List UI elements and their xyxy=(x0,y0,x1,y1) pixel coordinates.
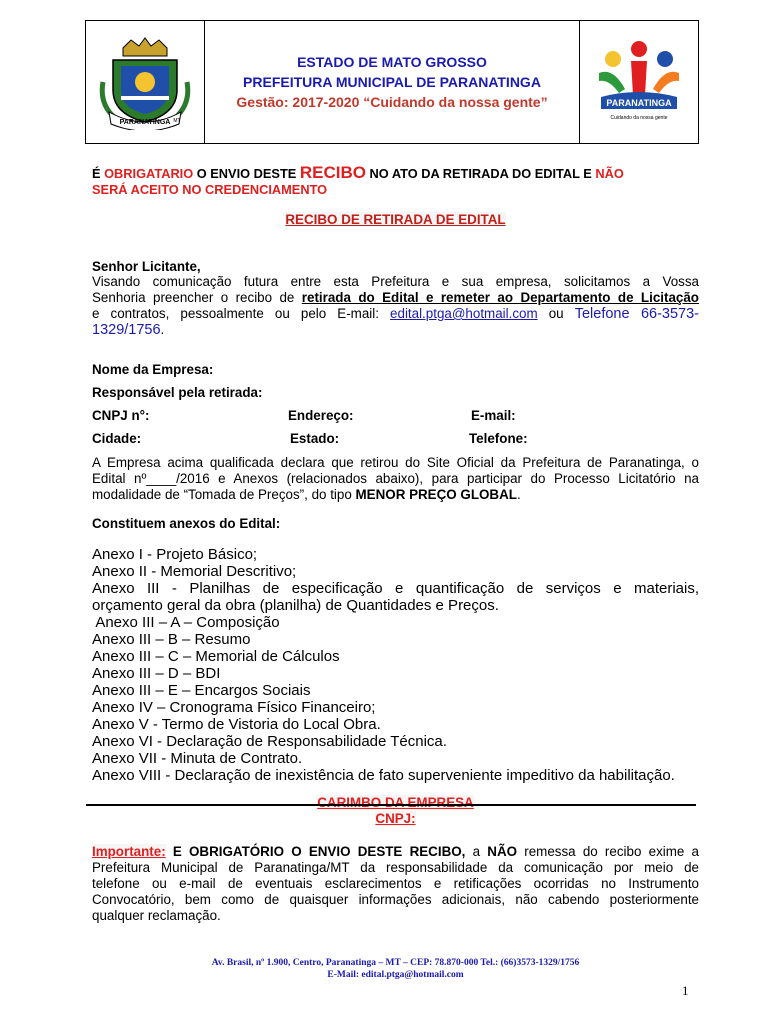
annex-item: Anexo III – B – Resumo xyxy=(92,631,251,648)
state-label: Estado: xyxy=(290,431,340,446)
salutation: Senhor Licitante, xyxy=(92,259,201,274)
annex-item: Anexo VII - Minuta de Contrato. xyxy=(92,750,303,767)
price-type: MENOR PREÇO GLOBAL xyxy=(355,487,517,502)
important-line2: Prefeitura Municipal de Paranatinga/MT da responsabilidade da comunicação por meio de xyxy=(92,860,699,875)
important-line4: Convocatório, bem como de quaisquer informações adicionais, não cabendo posteriormente xyxy=(92,892,699,907)
para1-line1: Visando comunicação futura entre esta Prefeitura e sua empresa, solicitamos a Vossa xyxy=(92,274,699,289)
stamp-cnpj-label xyxy=(92,811,699,826)
annex-heading: Constituem anexos do Edital: xyxy=(92,516,281,531)
letterhead-title xyxy=(205,21,580,143)
logo-text: PARANATINGA xyxy=(606,98,672,108)
para1-emphasis: retirada do Edital e remeter ao Departamento de Licitação xyxy=(301,290,699,305)
notice-nao: NÃO xyxy=(595,166,624,181)
para2-text: . xyxy=(516,487,521,502)
notice-part: NO ATO DA RETIRADA DO EDITAL E xyxy=(366,166,596,181)
para2-line1: A Empresa acima qualificada declara que retirou do Site Oficial da Prefeitura de Paranatinga, o xyxy=(92,455,699,470)
important-line3: telefone ou e-mail de eventuais esclarecimentos e retificações ocorridas no Instrumento xyxy=(92,876,699,891)
para1-text: Senhoria preencher o recibo de xyxy=(92,290,302,305)
phone-label: Telefone: xyxy=(469,431,528,446)
annex-item: Anexo VIII - Declaração de inexistência de fato superveniente impeditivo da habilitação. xyxy=(92,767,675,784)
phone-text: Telefone 66-3573- xyxy=(574,306,699,322)
address-label: Endereço: xyxy=(288,408,354,423)
cnpj-label: CNPJ n°: xyxy=(92,408,150,423)
document-title: RECIBO DE RETIRADA DE EDITAL xyxy=(285,212,506,227)
annex-item: Anexo I - Projeto Básico; xyxy=(92,546,258,563)
city-label: Cidade: xyxy=(92,431,142,446)
prefecture-name: PREFEITURA MUNICIPAL DE PARANATINGA xyxy=(243,74,541,90)
para1-line2 xyxy=(92,289,699,306)
annex-item: Anexo III - Planilhas de especificação e quantificação de serviços e materiais, xyxy=(92,580,699,597)
annex-item: Anexo III – E – Encargos Sociais xyxy=(92,682,311,699)
notice-obligatory: OBRIGATARIO xyxy=(104,166,194,181)
para1-text: e contratos, pessoalmente ou pelo E-mail: xyxy=(92,306,391,321)
para1-text: . xyxy=(160,322,165,337)
important-nao: NÃO xyxy=(487,844,518,859)
responsible-label: Responsável pela retirada: xyxy=(92,385,263,400)
company-stamp-label xyxy=(92,795,699,810)
section-divider xyxy=(86,804,696,806)
city-logo-cell xyxy=(580,21,698,143)
letterhead xyxy=(85,20,699,144)
annex-item: Anexo VI - Declaração de Responsabilidade Técnica. xyxy=(92,733,447,750)
para1-text: ou xyxy=(537,306,575,321)
important-text: remessa do recibo exime a xyxy=(517,844,700,859)
document-title-wrap xyxy=(92,211,699,228)
company-name-label: Nome da Empresa: xyxy=(92,362,214,377)
para1-line4 xyxy=(92,321,699,339)
seal-sub-text: MT xyxy=(173,118,181,124)
para2-line3 xyxy=(92,486,699,503)
important-line1 xyxy=(92,843,699,860)
stamp-cnpj: CNPJ: xyxy=(375,811,416,826)
seal-banner-text: PARANATINGA xyxy=(119,119,171,126)
state-name: ESTADO DE MATO GROSSO xyxy=(297,54,487,70)
important-text: E OBRIGATÓRIO O ENVIO DESTE RECIBO, xyxy=(165,844,466,859)
email-label: E-mail: xyxy=(471,408,516,423)
municipal-seal-cell xyxy=(86,21,205,143)
annex-item: Anexo III – D – BDI xyxy=(92,665,221,682)
annex-item: Anexo IV – Cronograma Físico Financeiro; xyxy=(92,699,376,716)
mandatory-notice xyxy=(92,164,699,182)
phone-text-cont: 1329/1756 xyxy=(92,322,161,338)
page-number: 1 xyxy=(682,983,689,998)
para2-line2: Edital nº____/2016 e Anexos (relacionados abaixo), para participar do Processo Licitatório na xyxy=(92,471,699,486)
email-link[interactable]: edital.ptga@hotmail.com xyxy=(390,306,538,321)
annex-item: Anexo II - Memorial Descritivo; xyxy=(92,563,297,580)
stamp-title: CARIMBO DA EMPRESA xyxy=(317,795,474,810)
municipal-seal-icon xyxy=(97,34,193,130)
city-logo-icon xyxy=(591,39,687,125)
para2-text: modalidade de “Tomada de Preços”, do tipo xyxy=(92,487,356,502)
important-line5: qualquer reclamação. xyxy=(92,908,221,923)
notice-part: É xyxy=(92,166,105,181)
footer-email: E-Mail: edital.ptga@hotmail.com xyxy=(327,970,464,980)
annex-item: Anexo III – C – Memorial de Cálculos xyxy=(92,648,340,665)
logo-subtitle: Cuidando da nossa gente xyxy=(610,115,668,121)
mandatory-notice-line2: SERÁ ACEITO NO CREDENCIAMENTO xyxy=(92,182,328,197)
administration-slogan: Gestão: 2017-2020 “Cuidando da nossa gente” xyxy=(236,94,548,110)
notice-part: O ENVIO DESTE xyxy=(193,166,300,181)
important-label: Importante: xyxy=(92,844,166,859)
annex-item: orçamento geral da obra (planilha) de Quantidades e Preços. xyxy=(92,597,499,614)
notice-recibo: RECIBO xyxy=(299,163,366,182)
annex-item: Anexo V - Termo de Vistoria do Local Obra. xyxy=(92,716,381,733)
annex-item: Anexo III – A – Composição xyxy=(92,614,280,631)
important-text: a xyxy=(465,844,488,859)
footer-address: Av. Brasil, nº 1.900, Centro, Paranatinga – MT – CEP: 78.870-000 Tel.: (66)3573-1329/1756 xyxy=(211,958,580,968)
